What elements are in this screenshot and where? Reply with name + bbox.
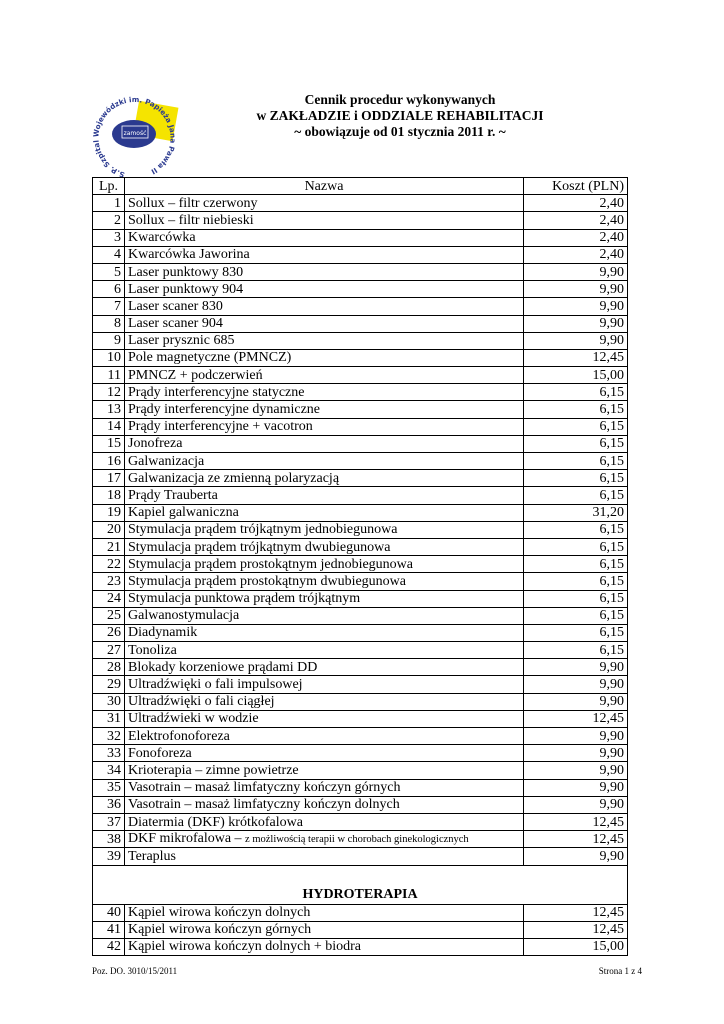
row-cost: 9,90 (524, 762, 628, 779)
row-name-text: Laser punktowy 830 (128, 264, 244, 280)
row-cost: 9,90 (524, 659, 628, 676)
price-table-body (93, 178, 628, 866)
table-row (93, 298, 628, 315)
row-name-text: Kąpiel wirowa kończyn dolnych (128, 905, 311, 921)
row-lp: 42 (93, 938, 125, 955)
row-name (125, 538, 524, 555)
table-row (93, 504, 628, 521)
row-name-text: Kwarcówka (128, 230, 196, 246)
row-lp: 11 (93, 367, 125, 384)
row-cost: 12,45 (524, 904, 628, 921)
header-name: Nazwa (125, 178, 524, 195)
table-row (93, 487, 628, 504)
logo-ring-text: S.P. Szpital Wojewódzki im. Papieża Jana Pawła II (91, 94, 178, 180)
row-lp: 25 (93, 607, 125, 624)
row-lp: 14 (93, 418, 125, 435)
table-row (93, 573, 628, 590)
row-lp: 18 (93, 487, 125, 504)
table-row (93, 693, 628, 710)
row-lp: 26 (93, 624, 125, 641)
table-row (93, 710, 628, 727)
row-name-text: Elektrofonoforeza (128, 728, 230, 744)
table-row (93, 229, 628, 246)
row-lp: 27 (93, 642, 125, 659)
row-name (125, 693, 524, 710)
row-name (125, 904, 524, 921)
row-cost: 2,40 (524, 212, 628, 229)
row-lp: 10 (93, 349, 125, 366)
row-cost: 9,90 (524, 779, 628, 796)
row-name (125, 745, 524, 762)
row-lp: 38 (93, 831, 125, 848)
row-lp: 16 (93, 453, 125, 470)
table-row (93, 921, 628, 938)
row-cost: 9,90 (524, 796, 628, 813)
row-lp: 13 (93, 401, 125, 418)
table-row (93, 538, 628, 555)
row-lp: 9 (93, 332, 125, 349)
row-name-text: Kwarcówka Jaworina (128, 247, 250, 263)
row-name-text: PMNCZ + podczerwień (128, 367, 263, 383)
row-cost: 6,15 (524, 590, 628, 607)
row-name-text: Prądy interferencyjne statyczne (128, 384, 305, 400)
row-name-text: Vasotrain – masaż limfatyczny kończyn dolnych (128, 797, 400, 813)
row-name-text: Stymulacja prądem trójkątnym dwubiegunowa (128, 539, 391, 555)
row-lp: 31 (93, 710, 125, 727)
table-row (93, 263, 628, 280)
row-name-text: DKF mikrofalowa – (128, 831, 246, 847)
row-name-text: Kąpiel wirowa kończyn górnych (128, 922, 312, 938)
row-name-text: Laser scaner 830 (128, 298, 223, 314)
row-name (125, 384, 524, 401)
row-name-text: Prądy interferencyjne + vacotron (128, 419, 313, 435)
row-name-text: Fonoforeza (128, 745, 192, 761)
row-cost: 12,45 (524, 349, 628, 366)
row-lp: 12 (93, 384, 125, 401)
table-row (93, 401, 628, 418)
row-name (125, 281, 524, 298)
row-name (125, 521, 524, 538)
row-cost: 2,40 (524, 195, 628, 212)
hospital-logo (84, 90, 184, 180)
row-cost: 6,15 (524, 401, 628, 418)
row-name (125, 796, 524, 813)
row-lp: 36 (93, 796, 125, 813)
table-row (93, 453, 628, 470)
row-name (125, 813, 524, 830)
table-row (93, 195, 628, 212)
table-row (93, 607, 628, 624)
row-name (125, 298, 524, 315)
row-cost: 6,15 (524, 470, 628, 487)
row-name-text: Stymulacja prądem prostokątnym dwubiegunowa (128, 573, 406, 589)
row-name (125, 642, 524, 659)
row-name (125, 556, 524, 573)
row-name (125, 470, 524, 487)
table-row (93, 315, 628, 332)
row-lp: 33 (93, 745, 125, 762)
table-row (93, 349, 628, 366)
row-name-text: Prądy interferencyjne dynamiczne (128, 402, 321, 418)
row-cost: 9,90 (524, 745, 628, 762)
table-row (93, 590, 628, 607)
row-lp: 6 (93, 281, 125, 298)
row-cost: 2,40 (524, 229, 628, 246)
row-lp: 41 (93, 921, 125, 938)
row-lp: 22 (93, 556, 125, 573)
row-cost: 2,40 (524, 246, 628, 263)
section-row (93, 865, 628, 904)
table-row (93, 556, 628, 573)
row-lp: 5 (93, 263, 125, 280)
row-cost: 9,90 (524, 281, 628, 298)
table-row (93, 676, 628, 693)
logo-center-text: zamość (123, 130, 147, 137)
price-table-body-hydro (93, 904, 628, 956)
table-row (93, 521, 628, 538)
section-hydroterapia (93, 865, 628, 904)
row-lp: 20 (93, 521, 125, 538)
row-lp: 1 (93, 195, 125, 212)
row-name-text: Galwanizacja ze zmienną polaryzacją (128, 470, 340, 486)
row-name (125, 229, 524, 246)
row-cost: 12,45 (524, 831, 628, 848)
row-lp: 3 (93, 229, 125, 246)
row-name-text: Laser scaner 904 (128, 316, 223, 332)
row-name (125, 848, 524, 865)
row-name-text: Stymulacja prądem prostokątnym jednobiegunowa (128, 556, 413, 572)
row-name (125, 195, 524, 212)
row-lp: 2 (93, 212, 125, 229)
price-table (92, 177, 628, 956)
row-cost: 6,15 (524, 521, 628, 538)
row-cost: 9,90 (524, 728, 628, 745)
row-name (125, 762, 524, 779)
row-lp: 37 (93, 813, 125, 830)
row-name-text: Stymulacja prądem trójkątnym jednobiegunowa (128, 522, 398, 538)
header-lp: Lp. (93, 178, 125, 195)
table-row (93, 624, 628, 641)
table-row (93, 813, 628, 830)
row-cost: 9,90 (524, 676, 628, 693)
row-name-text: Teraplus (128, 848, 177, 864)
row-name-text: Blokady korzeniowe prądami DD (128, 659, 318, 675)
row-cost: 12,45 (524, 813, 628, 830)
table-row (93, 848, 628, 865)
row-lp: 32 (93, 728, 125, 745)
row-cost: 6,15 (524, 487, 628, 504)
footer-document-id: Poz. DO. 3010/15/2011 (92, 966, 178, 976)
row-name (125, 453, 524, 470)
row-lp: 19 (93, 504, 125, 521)
table-row (93, 745, 628, 762)
row-lp: 35 (93, 779, 125, 796)
row-name (125, 728, 524, 745)
row-name-text: Krioterapia – zimne powietrze (128, 762, 299, 778)
row-name-note: z możliwością terapii w chorobach ginekologicznych (245, 834, 469, 846)
row-cost: 9,90 (524, 298, 628, 315)
row-name (125, 367, 524, 384)
table-row (93, 470, 628, 487)
row-cost: 6,15 (524, 607, 628, 624)
table-row (93, 728, 628, 745)
row-name (125, 831, 524, 848)
row-name (125, 504, 524, 521)
row-lp: 30 (93, 693, 125, 710)
row-name (125, 590, 524, 607)
row-name-text: Ultradźwieki w wodzie (128, 711, 259, 727)
row-name (125, 435, 524, 452)
table-row (93, 659, 628, 676)
table-row (93, 418, 628, 435)
row-cost: 9,90 (524, 315, 628, 332)
row-name (125, 315, 524, 332)
table-row (93, 796, 628, 813)
document-header (200, 92, 600, 140)
row-name-text: Kąpiel wirowa kończyn dolnych + biodra (128, 939, 361, 955)
table-row (93, 642, 628, 659)
row-cost: 31,20 (524, 504, 628, 521)
table-row (93, 435, 628, 452)
row-cost: 6,15 (524, 624, 628, 641)
row-cost: 6,15 (524, 435, 628, 452)
row-name-text: Tonoliza (128, 642, 177, 658)
header-title: Cennik procedur wykonywanych (304, 92, 496, 107)
row-name-text: Vasotrain – masaż limfatyczny kończyn górnych (128, 780, 401, 796)
row-cost: 9,90 (524, 693, 628, 710)
row-lp: 4 (93, 246, 125, 263)
row-name-text: Laser prysznic 685 (128, 333, 235, 349)
row-name (125, 921, 524, 938)
row-name-text: Sollux – filtr niebieski (128, 212, 254, 228)
row-name-text: Pole magnetyczne (PMNCZ) (128, 350, 292, 366)
row-lp: 39 (93, 848, 125, 865)
row-name-text: Jonofreza (128, 436, 183, 452)
table-header-row (93, 178, 628, 195)
row-name (125, 659, 524, 676)
footer-page-number: Strona 1 z 4 (598, 966, 642, 976)
row-name-text: Sollux – filtr czerwony (128, 195, 258, 211)
row-name-text: Kapiel galwaniczna (128, 505, 239, 521)
header-cost: Koszt (PLN) (524, 178, 628, 195)
row-cost: 6,15 (524, 642, 628, 659)
row-cost: 15,00 (524, 938, 628, 955)
row-name (125, 212, 524, 229)
row-cost: 12,45 (524, 921, 628, 938)
row-name (125, 779, 524, 796)
row-name-text: Ultradźwięki o fali impulsowej (128, 677, 303, 693)
row-cost: 6,15 (524, 556, 628, 573)
row-name-text: Galwanizacja (128, 453, 205, 469)
row-name-text: Stymulacja punktowa prądem trójkątnym (128, 591, 361, 607)
row-name (125, 401, 524, 418)
row-name-text: Ultradźwięki o fali ciągłej (128, 694, 275, 710)
row-lp: 15 (93, 435, 125, 452)
table-row (93, 332, 628, 349)
row-name (125, 607, 524, 624)
row-name-text: Prądy Trauberta (128, 487, 218, 503)
row-name-text: Laser punktowy 904 (128, 281, 244, 297)
row-name (125, 624, 524, 641)
section-title: HYDROTERAPIA (93, 865, 628, 904)
row-cost: 6,15 (524, 573, 628, 590)
row-name (125, 487, 524, 504)
table-row (93, 281, 628, 298)
table-row (93, 938, 628, 955)
row-cost: 9,90 (524, 332, 628, 349)
row-name (125, 332, 524, 349)
row-lp: 21 (93, 538, 125, 555)
row-name (125, 263, 524, 280)
row-name (125, 938, 524, 955)
row-name-text: Galwanostymulacja (128, 608, 240, 624)
row-name (125, 418, 524, 435)
row-cost: 12,45 (524, 710, 628, 727)
row-lp: 8 (93, 315, 125, 332)
row-lp: 23 (93, 573, 125, 590)
row-lp: 40 (93, 904, 125, 921)
row-cost: 6,15 (524, 538, 628, 555)
table-row (93, 904, 628, 921)
row-lp: 34 (93, 762, 125, 779)
row-name (125, 676, 524, 693)
row-cost: 15,00 (524, 367, 628, 384)
row-cost: 9,90 (524, 848, 628, 865)
table-row (93, 384, 628, 401)
row-cost: 6,15 (524, 384, 628, 401)
row-cost: 9,90 (524, 263, 628, 280)
row-lp: 29 (93, 676, 125, 693)
header-effective-date: ~ obowiązuje od 01 stycznia 2011 r. ~ (294, 124, 506, 139)
row-lp: 7 (93, 298, 125, 315)
table-row (93, 246, 628, 263)
row-name (125, 349, 524, 366)
row-lp: 24 (93, 590, 125, 607)
table-row (93, 762, 628, 779)
row-cost: 6,15 (524, 453, 628, 470)
table-row (93, 212, 628, 229)
table-row (93, 367, 628, 384)
row-name-text: Diadynamik (128, 625, 198, 641)
row-name (125, 710, 524, 727)
row-lp: 28 (93, 659, 125, 676)
table-row (93, 831, 628, 848)
row-name-text: Diatermia (DKF) krótkofalowa (128, 814, 303, 830)
row-name (125, 573, 524, 590)
row-lp: 17 (93, 470, 125, 487)
row-name (125, 246, 524, 263)
table-row (93, 779, 628, 796)
header-department: w ZAKŁADZIE i ODDZIALE REHABILITACJI (256, 108, 544, 123)
row-cost: 6,15 (524, 418, 628, 435)
